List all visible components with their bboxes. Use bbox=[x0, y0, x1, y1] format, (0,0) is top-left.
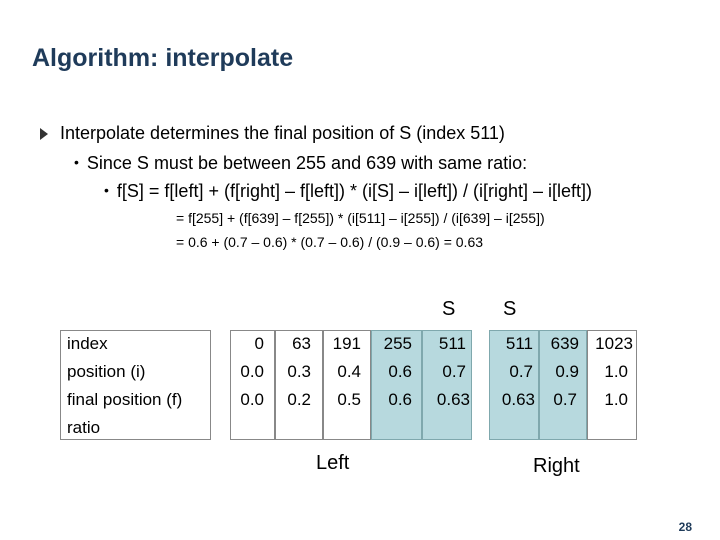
cell-index: 511 bbox=[505, 334, 533, 353]
bullet-level3 bbox=[104, 181, 592, 202]
cell-index: 511 bbox=[438, 334, 466, 353]
cell-index: 0 bbox=[254, 334, 264, 353]
bullet-text: f[S] = f[left] + (f[right] – f[left]) * (i[S] – i[left]) / (i[right] – i[left]) bbox=[116, 181, 593, 201]
cell-index: 63 bbox=[292, 334, 311, 353]
cell-position: 0.0 bbox=[240, 362, 264, 381]
bullet-level2 bbox=[74, 153, 527, 174]
left-array-label: Left bbox=[316, 452, 350, 474]
bullet-text: Since S must be between 255 and 639 with same ratio: bbox=[86, 153, 528, 173]
legend-ratio: ratio bbox=[67, 418, 101, 437]
legend-final-position: final position (f) bbox=[67, 390, 183, 409]
cell-position: 0.9 bbox=[555, 362, 579, 381]
row-legend bbox=[60, 330, 211, 440]
cell-final: 0.63 bbox=[436, 390, 470, 409]
cell-final: 0.5 bbox=[337, 390, 361, 409]
legend-position: position (i) bbox=[67, 362, 146, 381]
formula-line-2: = 0.6 + (0.7 – 0.6) * (0.7 – 0.6) / (0.9 – 0.6) = 0.63 bbox=[176, 234, 484, 250]
s-marker-left: S bbox=[442, 298, 456, 320]
cell-position: 0.3 bbox=[287, 362, 311, 381]
s-marker-right: S bbox=[503, 298, 517, 320]
bullet-text: Interpolate determines the final position of S (index 511) bbox=[60, 123, 505, 143]
cell-index: 255 bbox=[383, 334, 412, 353]
page-number: 28 bbox=[678, 520, 692, 534]
cell-final: 0.7 bbox=[553, 390, 577, 409]
dot-bullet-icon: • bbox=[104, 182, 109, 198]
cell-position: 0.7 bbox=[442, 362, 466, 381]
cell-position: 0.4 bbox=[337, 362, 361, 381]
cell-index: 1023 bbox=[595, 334, 633, 353]
cell-index: 639 bbox=[550, 334, 579, 353]
slide-title: Algorithm: interpolate bbox=[32, 44, 294, 72]
legend-index: index bbox=[67, 334, 108, 353]
dot-bullet-icon: • bbox=[74, 154, 79, 170]
cell-final: 1.0 bbox=[604, 390, 628, 409]
cell-final: 0.6 bbox=[388, 390, 412, 409]
formula-line-1: = f[255] + (f[639] – f[255]) * (i[511] – i[255]) / (i[639] – i[255]) bbox=[176, 210, 545, 226]
cell-position: 0.7 bbox=[509, 362, 533, 381]
bullet-level1 bbox=[40, 123, 505, 144]
cell-position: 0.6 bbox=[388, 362, 412, 381]
triangle-bullet-icon bbox=[40, 128, 48, 140]
cell-final: 0.2 bbox=[287, 390, 311, 409]
cell-position: 1.0 bbox=[604, 362, 628, 381]
cell-index: 191 bbox=[332, 334, 361, 353]
right-array-label: Right bbox=[533, 455, 580, 477]
cell-final: 0.0 bbox=[240, 390, 264, 409]
cell-final: 0.63 bbox=[501, 390, 535, 409]
